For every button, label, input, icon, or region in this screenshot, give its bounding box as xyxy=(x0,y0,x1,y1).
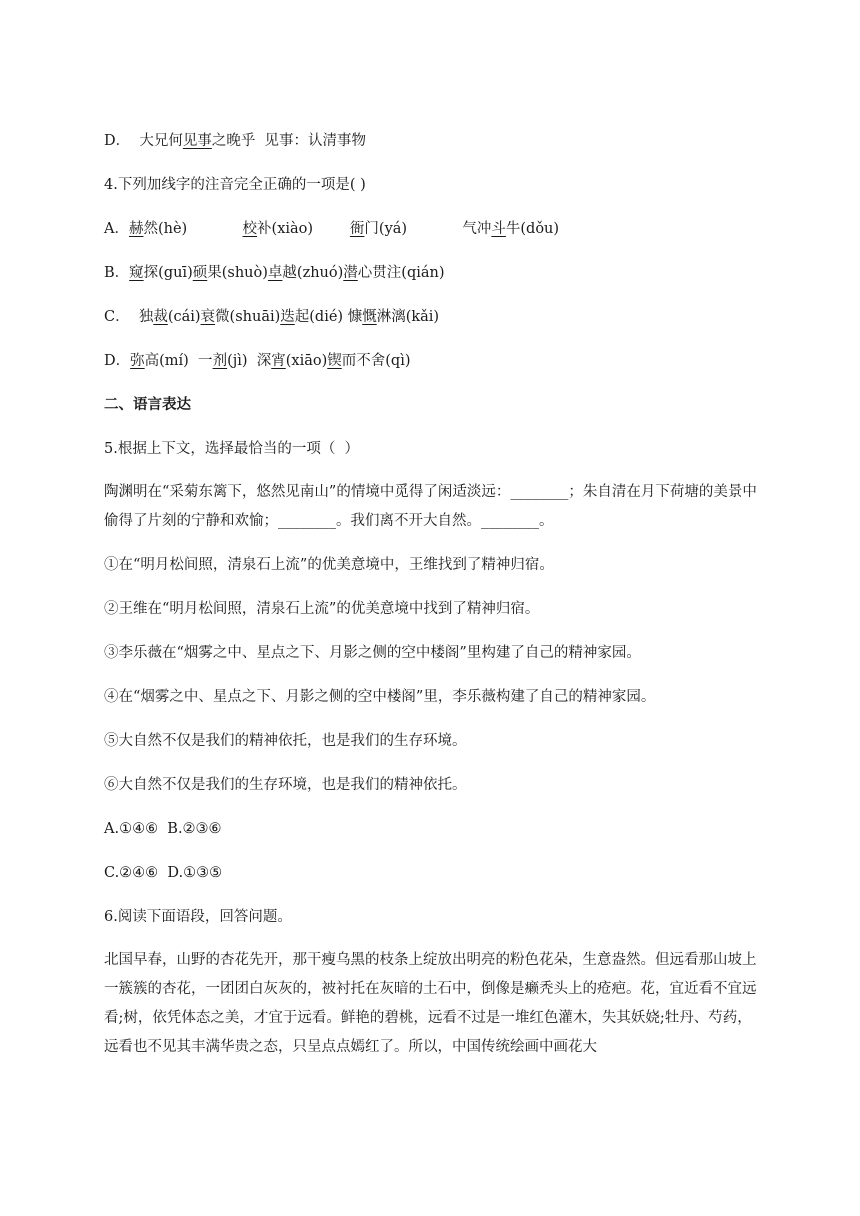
option-label: A． xyxy=(104,221,129,237)
q5-item-3: ③李乐薇在“烟雾之中、星点之下、月影之侧的空中楼阁”里构建了自己的精神家园。 xyxy=(104,645,641,661)
text-segment: (jì) 深 xyxy=(227,353,272,369)
underlined-char: 硕 xyxy=(192,265,208,281)
text-segment: 越(zhuó) xyxy=(282,265,344,281)
q4-option-b xyxy=(104,263,445,283)
text-segment: 探(guī) xyxy=(143,265,193,281)
text-segment: 高(mí) 一 xyxy=(144,353,213,369)
underlined-char: 裁 xyxy=(153,309,168,325)
underlined-char: 校 xyxy=(242,221,258,237)
q5-item-1: ①在“明月松间照，清泉石上流”的优美意境中，王维找到了精神归宿。 xyxy=(104,557,554,573)
q5-item-5: ⑤大自然不仅是我们的精神依托，也是我们的生存环境。 xyxy=(104,733,467,749)
q4-stem: 4.下列加线字的注音完全正确的一项是( ) xyxy=(104,177,366,193)
text-segment: 心贯注(qián) xyxy=(357,265,445,281)
q5-item-2: ②王维在“明月松间照，清泉石上流”的优美意境中找到了精神归宿。 xyxy=(104,601,540,617)
text-segment: D． 大兄何 xyxy=(104,133,183,149)
underlined-char: 卓 xyxy=(267,265,283,281)
underlined-char: 潜 xyxy=(343,265,358,281)
q4-option-c xyxy=(104,307,439,327)
underlined-char: 衰 xyxy=(200,309,216,325)
text-segment: 而不舍(qì) xyxy=(341,353,411,369)
text-segment: (xiāo) xyxy=(285,353,328,369)
text-segment: 果(shuò) xyxy=(207,265,268,281)
text-segment: 然(hè) xyxy=(143,221,243,237)
text-segment: 起(dié) 慷 xyxy=(294,309,363,325)
q4-option-d xyxy=(104,351,410,371)
underlined-char: 窥 xyxy=(129,265,144,281)
q5-options-ab: A.①④⑥ B.②③⑥ xyxy=(104,821,222,837)
text-segment: 之晚乎 见事：认清事物 xyxy=(211,133,367,149)
section-heading: 二、语言表达 xyxy=(104,396,191,413)
q4-option-a xyxy=(104,219,559,239)
underlined-char: 斗 xyxy=(491,221,506,237)
text-segment: (cái) xyxy=(167,309,201,325)
underlined-char: 宵 xyxy=(271,353,286,369)
q5-stem: 5.根据上下文，选择最恰当的一项（ ） xyxy=(104,441,360,457)
underlined-word: 见事 xyxy=(182,133,212,149)
option-label: B． xyxy=(104,265,130,281)
q5-item-6: ⑥大自然不仅是我们的生存环境，也是我们的精神依托。 xyxy=(104,777,467,793)
underlined-char: 衙 xyxy=(349,221,365,237)
text-segment: 微(shuāi) xyxy=(215,309,281,325)
underlined-char: 弥 xyxy=(130,353,145,369)
q6-passage: 北国早春，山野的杏花先开，那干瘦乌黑的枝条上绽放出明亮的粉色花朵，生意盎然。但远看那山坡上一簇簇的杏花，一团团白灰灰的，被衬托在灰暗的土石中，倒像是癞秃头上的疮疤。花，宜近看不宜远看;树，依凭体态之美，才宜于远看。鲜艳的碧桃，远看不过是一堆红色灌木，失其妖娆;牡丹、芍药，远看也不见其丰满华贵之态，只呈点点嫣红了。所以，中国传统绘画中画花大 xyxy=(104,952,757,1055)
underlined-char: 锲 xyxy=(327,353,342,369)
q3-option-d xyxy=(104,131,366,151)
q5-item-4: ④在“烟雾之中、星点之下、月影之侧的空中楼阁”里，李乐薇构建了自己的精神家园。 xyxy=(104,689,656,705)
q5-passage: 陶渊明在“采菊东篱下，悠然见南山”的情境中觅得了闲适淡远：________；朱自清在月下荷塘的美景中偷得了片刻的宁静和欢愉；________。我们离不开大自然。________。 xyxy=(104,484,757,529)
text-segment: 淋漓(kǎi) xyxy=(376,309,440,325)
underlined-char: 迭 xyxy=(280,309,295,325)
underlined-char: 剂 xyxy=(212,353,228,369)
q6-stem: 6.阅读下面语段，回答问题。 xyxy=(104,909,292,925)
option-label: D． xyxy=(104,353,131,369)
option-label: C． 独 xyxy=(104,309,154,325)
text-segment: 补(xiào) xyxy=(257,221,350,237)
text-segment: 门(yá) 气冲 xyxy=(364,221,492,237)
underlined-char: 慨 xyxy=(362,309,377,325)
text-segment: 牛(dǒu) xyxy=(505,221,560,237)
underlined-char: 赫 xyxy=(128,221,144,237)
q5-options-cd: C.②④⑥ D.①③⑤ xyxy=(104,865,223,881)
